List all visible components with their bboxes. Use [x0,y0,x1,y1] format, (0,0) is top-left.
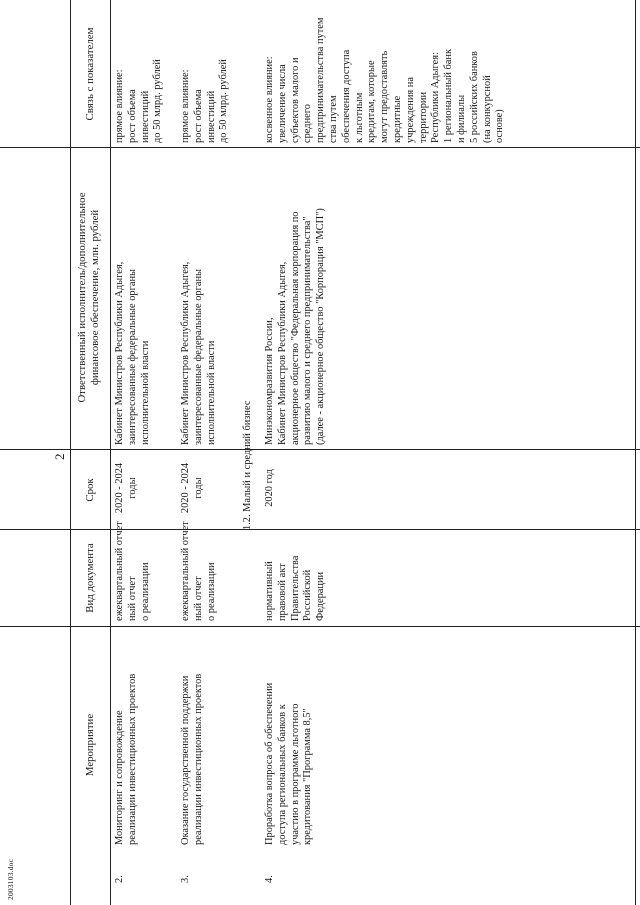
row-activity [180,674,206,845]
row-number: 4. [264,875,275,883]
row-indicator-line: субъектов малого и [289,57,301,143]
row-doc-type-line: правовой акт [276,563,288,621]
row-executor-line: исполнительной власти [139,340,151,445]
row-activity-line: участию в программе льготного [289,703,301,845]
header-executor-line: Ответственный исполнитель/дополнительное [76,192,88,403]
row-doc-type-line: ежеквартальный отчет [114,521,125,621]
row-doc-type-line: Правительства [289,555,301,621]
row-indicator-line: 1 региональный банк [443,48,455,143]
table-rule-top [70,0,71,905]
file-code: 2003103.doc [6,858,15,900]
column-divider [0,626,640,627]
row-indicator-line: среднего [302,104,314,143]
row-executor-line: Кабинет Министров Республики Адыгея, [180,261,191,445]
row-indicator-line: до 50 млрд. рублей [152,59,164,143]
row-term-line: 2020 год [264,469,275,507]
row-indicator-line: предпринимательства путем [315,17,327,143]
header-executor-line: финансовое обеспечение, млн. рублей [88,209,101,386]
row-indicator-line: могут предоставлять [379,50,391,143]
row-indicator-line: инвестиций [205,90,217,143]
row-doc-type-line: Федерации [315,571,327,621]
row-indicator-line: территории [417,91,429,143]
row-indicator-line: ства путем [327,95,339,143]
row-doc-type-line: нормативный [264,561,275,621]
row-term [180,453,206,523]
row-doc-type-line: ежеквартальный отчет [180,521,191,621]
row-indicator [264,18,507,144]
row-activity-line: Мониторинг и сопровождение [114,710,125,845]
row-term [114,453,140,523]
header-term: Срок [84,478,96,502]
row-indicator-line: прямое влияние: [180,69,191,143]
row-indicator-line: к льготным [353,92,365,143]
row-indicator-line: обеспечения доступа [340,49,352,143]
row-number: 2. [114,875,125,883]
row-executor-line: Минэкономразвития России, [264,317,275,445]
row-executor-line: (далее - акционерное общество "Корпорация "МСП") [315,208,327,445]
row-indicator-line: кредитам, которые [366,60,378,143]
row-indicator-line: и филиалы [455,94,467,143]
row-executor [114,262,152,445]
row-indicator [180,59,231,143]
row-doc-type-line: ный отчет [192,576,204,621]
row-activity-line: реализации инвестиционных проектов [192,673,204,845]
row-executor-line: заинтересованные федеральные органы [126,268,138,445]
table-rule-header [110,0,111,905]
row-indicator-line: рост объема [126,89,138,143]
row-indicator-line: инвестиций [139,90,151,143]
row-executor-line: развитию малого и среднего предпринимательства" [302,216,314,445]
row-indicator-line: (на конкурсной [481,75,493,143]
row-indicator-line: до 50 млрд. рублей [218,59,230,143]
row-term [264,453,277,523]
header-activity: Мероприятие [84,713,96,777]
row-doc-type-line: ный отчет [126,576,138,621]
row-executor-line: исполнительной власти [205,340,217,445]
row-indicator-line: учреждения на [404,77,416,143]
row-doc-type [264,556,328,621]
row-number: 3. [180,875,191,883]
row-doc-type-line: о реализации [205,562,217,621]
row-indicator-line: рост объема [192,89,204,143]
row-executor-line: Кабинет Министров Республики Адыгея, [114,261,125,445]
row-executor [264,208,328,445]
row-activity-line: Оказание государственной поддержки [180,675,191,845]
header-executor [76,150,102,445]
section-title: 1.2. Малый и средний бизнес [242,400,253,530]
row-doc-type [114,521,152,621]
row-indicator-line: кредитные [391,95,403,143]
row-executor [180,262,218,445]
row-indicator-line: увеличение числа [276,64,288,143]
row-indicator-line: 5 российских банков [468,51,480,143]
row-activity-line: доступа региональных банков к [276,704,288,845]
header-doc-type: Вид документа [84,543,96,613]
row-doc-type-line: Российской [302,569,314,621]
row-indicator-line: Республики Адыгея: [430,52,442,143]
row-doc-type-line: о реализации [139,562,151,621]
column-divider [0,449,640,450]
row-term-line: 2020 - 2024 [180,462,191,514]
row-indicator [114,59,165,143]
row-activity [264,683,315,845]
row-activity [114,674,140,845]
row-term-line: годы [192,477,204,499]
row-activity-line: кредитования "Программа 8,5" [302,708,314,845]
column-divider [0,147,640,148]
row-term-line: 2020 - 2024 [114,462,125,514]
row-indicator-line: прямое влияние: [114,69,125,143]
page-number: 2 [52,453,67,460]
row-doc-type [180,521,218,621]
header-indicator: Связь с показателем [84,27,96,121]
column-divider [0,529,640,530]
table-rule-bottom [635,0,636,905]
row-activity-line: Проработка вопроса об обеспечении [264,682,275,845]
row-indicator-line: основе) [494,109,506,143]
row-executor-line: Кабинет Министров Республики Адыгея, [276,261,288,445]
row-term-line: годы [126,477,138,499]
row-executor-line: акционерное общество "Федеральная корпорация по [289,211,301,445]
row-indicator-line: косвенное влияние: [264,56,275,143]
row-activity-line: реализации инвестиционных проектов [126,673,138,845]
row-executor-line: заинтересованные федеральные органы [192,268,204,445]
